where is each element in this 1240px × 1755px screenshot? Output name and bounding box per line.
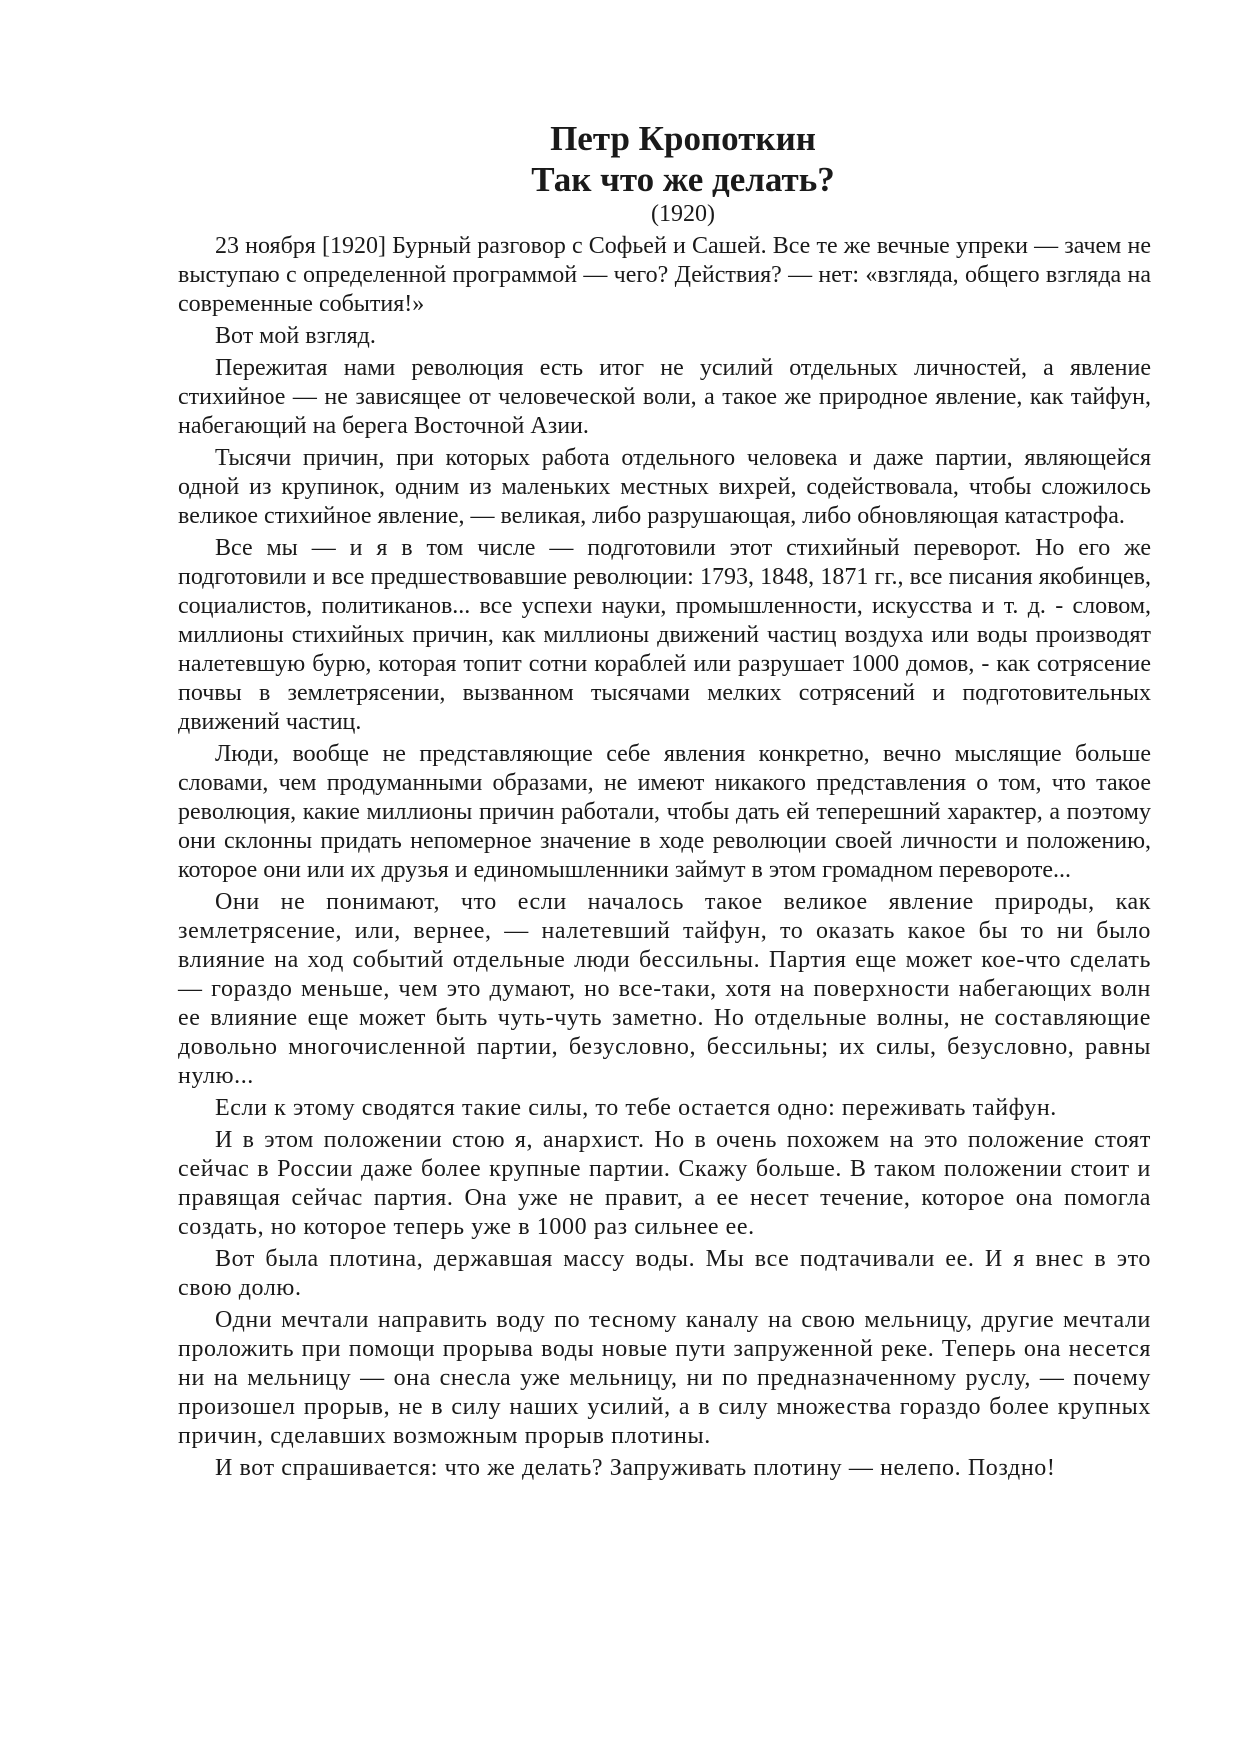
document-body bbox=[178, 232, 1151, 1483]
paragraph: И в этом положении стою я, анархист. Но в очень похожем на это положение стоят сейчас в России даже более крупные партии. Скажу больше. В таком положении стоит и правящая сейчас партия. Она уже не правит, а ее несет течение, которое она помогла создать, но которое теперь уже в 1000 раз сильнее ее. bbox=[178, 1127, 1151, 1240]
paragraph: Пережитая нами революция есть итог не усилий отдельных личностей, а явление стихийное — не зависящее от человеческой воли, а такое же природное явление, как тайфун, набегающий на берега Восточной Азии. bbox=[178, 355, 1151, 439]
document-header bbox=[178, 118, 1188, 227]
paragraph: Они не понимают, что если началось такое великое явление природы, как землетрясение, или, вернее, — налетевший тайфун, то оказать какое бы то ни было влияние на ход событий отдельные люди бессильны. Партия еще может кое-что сделать — гораздо меньше, чем это думают, но все-таки, хотя на поверхности набегающих волн ее влияние еще может быть чуть-чуть заметно. Но отдельные волны, не составляющие довольно многочисленной партии, безусловно, бессильны; их силы, безусловно, равны нулю... bbox=[178, 889, 1151, 1089]
paragraph: Тысячи причин, при которых работа отдельного человека и даже партии, являющейся одной из крупинок, одним из маленьких местных вихрей, содействовала, чтобы сложилось великое стихийное явление, — великая, либо разрушающая, либо обновляющая катастрофа. bbox=[178, 445, 1151, 529]
paragraph: Одни мечтали направить воду по тесному каналу на свою мельницу, другие мечтали проложить при помощи прорыва воды новые пути запруженной реке. Теперь она несется ни на мельницу — она снесла уже мельницу, ни по предназначенному руслу, — почему произошел прорыв, не в силу наших усилий, а в силу множества гораздо более крупных причин, сделавших возможным прорыв плотины. bbox=[178, 1307, 1151, 1449]
paragraph: Все мы — и я в том числе — подготовили этот стихийный переворот. Но его же подготовили и все предшествовавшие революции: 1793, 1848, 1871 гг., все писания якобинцев, социалистов, политиканов... все успехи науки, промышленности, искусства и т. д. - словом, миллионы стихийных причин, как миллионы движений частиц воздуха или воды производят налетевшую бурю, которая топит сотни кораблей или разрушает 1000 домов, - как сотрясение почвы в землетрясении, вызванном тысячами мелких сотрясений и подготовительных движений частиц. bbox=[178, 535, 1151, 735]
paragraph: Вот была плотина, державшая массу воды. Мы все подтачивали ее. И я внес в это свою долю. bbox=[178, 1246, 1151, 1301]
paragraph: И вот спрашивается: что же делать? Запруживать плотину — нелепо. Поздно! bbox=[215, 1455, 1056, 1481]
paragraph: Вот мой взгляд. bbox=[215, 323, 376, 349]
author-name: Петр Кропоткин bbox=[550, 119, 816, 158]
paragraph: 23 ноября [1920] Бурный разговор с Софьей и Сашей. Все те же вечные упреки — зачем не выступаю с определенной программой — чего? Действия? — нет: «взгляда, общего взгляда на современные события!» bbox=[178, 233, 1151, 317]
document-title: Так что же делать? bbox=[531, 160, 835, 199]
document-year: (1920) bbox=[651, 201, 715, 227]
paragraph: Если к этому сводятся такие силы, то тебе остается одно: переживать тайфун. bbox=[215, 1095, 1057, 1121]
paragraph: Люди, вообще не представляющие себе явления конкретно, вечно мыслящие больше словами, чем продуманными образами, не имеют никакого представления о том, что такое революция, какие миллионы причин работали, чтобы дать ей теперешний характер, а поэтому они склонны придать непомерное значение в ходе революции своей личности и положению, которое они или их друзья и единомышленники займут в этом громадном перевороте... bbox=[178, 741, 1151, 883]
